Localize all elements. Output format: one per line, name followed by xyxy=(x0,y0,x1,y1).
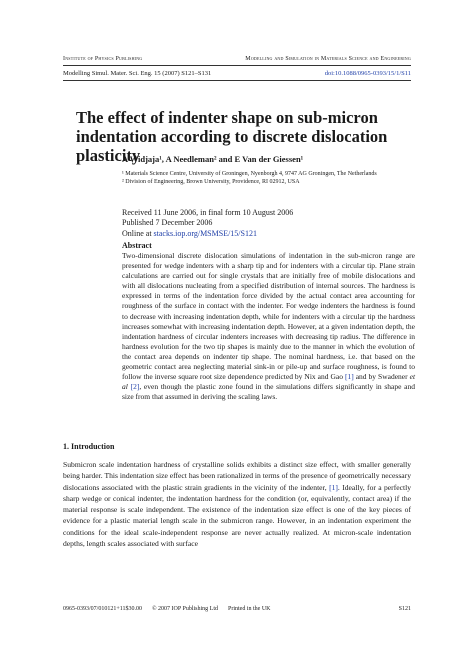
running-header xyxy=(63,56,411,62)
affiliations xyxy=(122,170,412,187)
intro-part-1: Submicron scale indentation hardness of crystalline solids exhibits a distinct size effect, with smaller generally being harder. This indentation size effect has been rationalized in terms of the presence of geometrically necessary dislocations associated with the plastic strain gradients in the vicinity of the indenter, xyxy=(63,460,411,492)
abstract-part-3: , even though the plastic zone found in the simulations differs significantly in shape and size from that assumed in deriving the scaling laws. xyxy=(122,382,416,402)
footer-left xyxy=(63,606,281,612)
printed-location: Printed in the UK xyxy=(228,606,271,612)
page-number: S121 xyxy=(398,606,411,612)
issn-code: 0965-0393/07/010121+11$30.00 xyxy=(63,606,142,612)
abstract-heading: Abstract xyxy=(122,241,152,250)
abstract-part-1: Two-dimensional discrete dislocation simulations of indentation in the sub-micron range are presented for wedge indenters with a sharp tip and for indenters with a circular tip. Plane strain calculations are carried out for single crystals that are initially free of mobile dislocations and with all dislocations nucleating from a specified distribution of internal sources. The hardness is expressed in terms of the indentation force divided by the actual contact area accounting for roughness of the surface in contact with the indenter. For wedge indenters the hardness is found to decrease with increasing indentation depth, while for indenters with a circular tip the hardness increases somewhat with increasing indentation depth. However, at a given indentation depth, the indentation hardness of circular indenters increases with decreasing tip radius. The difference in hardness evolution for the two tip shapes is mainly due to the manner in which the evolution of the contact area depends on indenter tip shape. The nominal hardness, i.e. that based on the geometric contact area neglecting material sink-in or pile-up and surface roughness, is found to follow the inverse square root size dependence predicted by Nix and Gao xyxy=(122,251,415,382)
publisher-name: Institute of Physics Publishing xyxy=(63,56,143,62)
page-footer xyxy=(63,606,411,612)
citation-link-2[interactable]: [2] xyxy=(130,382,140,392)
citation-link-1[interactable]: [1] xyxy=(344,372,354,382)
published-date: Published 7 December 2006 xyxy=(122,218,213,228)
doi-link[interactable]: doi:10.1088/0965-0393/15/1/S11 xyxy=(324,70,411,77)
section-heading-introduction: 1. Introduction xyxy=(63,442,115,451)
citation-line xyxy=(63,70,411,77)
intro-part-2: . Ideally, for a perfectly sharp wedge or conical indenter, the indentation hardness for the condition (or, equivalently, contact area) if the material response is scale independent. The existence of the indentation size effect is one of the key pieces of evidence for a plastic material length scale in the submicron range. However, in an indentation experiment the conditions for the ideal scale-independent response are never actually realized. At micron-scale indentation depths, length scales associated with surface xyxy=(63,482,411,549)
abstract-text xyxy=(122,251,415,402)
header-rule xyxy=(63,65,411,66)
abstract-et-al: et al xyxy=(122,372,416,392)
affiliation-1: ¹ Materials Science Centre, University of Groningen, Nyenborgh 4, 9747 AG Groningen, The Netherlands xyxy=(122,171,377,177)
affiliation-2: ² Division of Engineering, Brown University, Providence, RI 02912, USA xyxy=(122,179,300,186)
citation-rule xyxy=(63,80,411,81)
introduction-text xyxy=(63,459,411,549)
author-list: A Widjaja¹, A Needleman² and E Van der Giessen¹ xyxy=(122,154,304,164)
online-link[interactable]: stacks.iop.org/MSMSE/15/S121 xyxy=(153,228,257,238)
online-line xyxy=(122,229,293,239)
journal-citation: Modelling Simul. Mater. Sci. Eng. 15 (2007) S121–S131 xyxy=(63,70,212,77)
abstract-part-2: and by Swadener xyxy=(355,372,408,382)
journal-name: Modelling and Simulation in Materials Science and Engineering xyxy=(245,56,411,62)
copyright: © 2007 IOP Publishing Ltd xyxy=(152,606,219,612)
intro-citation-link-1[interactable]: [1] xyxy=(329,482,338,492)
online-prefix: Online at xyxy=(122,228,152,238)
received-date: Received 11 June 2006, in final form 10 August 2006 xyxy=(122,208,294,217)
article-title: The effect of indenter shape on sub-micron indentation according to discrete dislocation plasticity xyxy=(76,108,388,165)
publication-dates xyxy=(122,208,293,239)
